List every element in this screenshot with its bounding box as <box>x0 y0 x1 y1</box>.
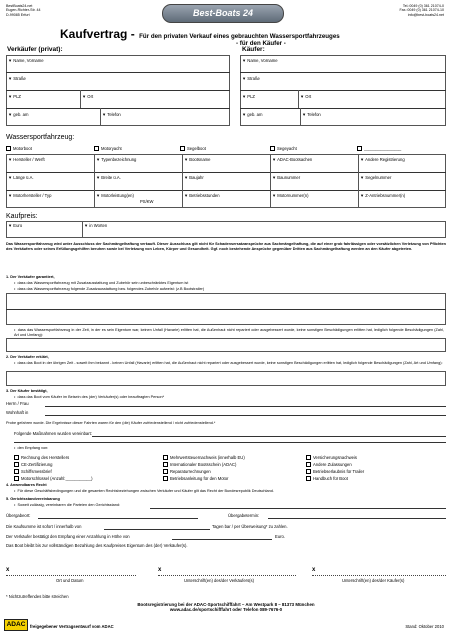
sig-x-2: x <box>158 567 162 573</box>
price-euro-field[interactable]: ▼ Euro <box>8 223 23 228</box>
section-4-bullet-1: • Für diese Geschäftsbedingungen und die gesamten Rechtsbeziehungen zwischen Verkäufer und Käufer gilt das Recht der Bundesrepublik Deutschland. <box>14 489 274 493</box>
doc-label: Reparaturrechnungen <box>170 469 211 474</box>
doc-item[interactable] <box>163 462 236 467</box>
doc-label: Rechnung des Herstellers <box>21 455 70 460</box>
ps-kw-label: PS/KW <box>140 199 154 204</box>
sender-address <box>6 4 41 17</box>
doc-label: Motorschlüssel (Anzahl:___________) <box>21 476 93 481</box>
operating-hours-field[interactable]: ▼ Betriebsstunden <box>184 193 220 198</box>
footer-line-1: Bootsregistrierung bei der ADAC-Sportschifffahrt – Am Westpark 8 – 81373 München <box>137 602 315 607</box>
checkbox-icon[interactable] <box>306 469 311 474</box>
checkbox-icon[interactable] <box>14 462 19 467</box>
doc-item[interactable] <box>306 455 357 460</box>
s1-b1-text: dass das Wassersportfahrzeug mit Zusatzausstattung und Zubehör sein unbeschränktes Eigentum ist <box>17 281 189 285</box>
page-title <box>60 25 340 43</box>
doc-item[interactable] <box>163 476 228 481</box>
type-label: Segeyacht <box>277 146 297 151</box>
s1-b3-text: dass das Wassersportfahrzeug in der Zeit, in der es sein Eigentum war, keinen Unfall (Havarie) erlitten hat, die Außenhaut nicht repariert oder ausgebessert wurde, keine sonstigen Beschädigungen erlitten hat, lediglich folgende Beschädigungen (Zahl, Art und Umfang): <box>14 328 444 337</box>
doc-label: Internationaler Bootsschein (ADAC) <box>170 462 237 467</box>
year-field[interactable]: ▼ Baujahr <box>184 175 204 180</box>
seller-city-field[interactable]: ▼ Ort <box>82 94 94 99</box>
type-segeyacht[interactable] <box>270 146 297 151</box>
section-3-bullet-2: • den Empfang von: <box>14 446 49 450</box>
measures-label: Folgende Maßnahmen wurden vereinbart: <box>14 431 92 436</box>
footer-line-2: www.adac.de/sportschifffahrt oder Telefon 089-7676-0 <box>169 607 283 613</box>
doc-item[interactable] <box>14 469 52 474</box>
seller-street-field[interactable]: ▼ Straße <box>8 76 26 81</box>
adac-approved-text: freigegebener Vertragsentwurf vom ADAC <box>30 624 114 629</box>
ownership-text: Das Boot bleibt bis zur vollständigen Bezahlung des Kaufpreises Eigentum des (der) Verkäufer(s). <box>6 543 188 548</box>
buyer-street-field[interactable]: ▼ Straße <box>242 76 260 81</box>
checkbox-icon[interactable] <box>14 469 19 474</box>
checkbox-icon[interactable] <box>270 146 275 151</box>
adac-logo <box>4 619 28 631</box>
drive-number-field[interactable]: ▼ Z-Antriebsnummer(n) <box>360 193 406 198</box>
checkbox-icon[interactable] <box>14 455 19 460</box>
herr-label: Herrn / Frau <box>6 401 29 406</box>
type-segelboot[interactable] <box>180 146 206 151</box>
doc-label: CE-Zertifizierung <box>21 462 53 467</box>
handover-place-label: Übergabeort: <box>6 513 31 518</box>
sig-x-3: x <box>312 567 316 573</box>
sig-label-place-date: Ort und Datum <box>56 578 84 583</box>
section-5-title: 5. Gerichtsstandvereinbarung <box>6 497 60 501</box>
buyer-zip-field[interactable]: ▼ PLZ <box>242 94 255 99</box>
deposit-input[interactable] <box>172 539 272 540</box>
type-label: Segelboot <box>187 146 206 151</box>
checkbox-icon[interactable] <box>306 476 311 481</box>
contact-tel: Tel.:0049 (0) 361 21074-0 <box>402 4 444 8</box>
section-1-bullet-2: • dass das Wassersportfahrzeug folgende Zusatzausstattung bzw. folgendes Zubehör aufweist: (z.B Bootstrailer) <box>14 287 205 291</box>
buyer-phone-field[interactable]: ▼ Telefon <box>302 112 321 117</box>
type-designation-field[interactable]: ▼ Typenbezeichnung <box>96 157 137 162</box>
price-box <box>6 221 446 238</box>
handover-place-input[interactable] <box>38 518 198 519</box>
logo-text: Best-Boats 24 <box>192 8 254 18</box>
manufacturer-field[interactable]: ▼ Hersteller / Werft <box>8 157 45 162</box>
doc-label: Handbuch für Boot <box>313 476 348 481</box>
checkbox-icon[interactable] <box>14 476 19 481</box>
section-4-title: 4. Anwendbares Recht <box>6 483 47 487</box>
deposit-label: Der Verkäufer bestätigt den Empfang einer Anzahlung in Höhe von <box>6 534 130 539</box>
type-label: Motorboot <box>13 146 32 151</box>
damage-box-1[interactable] <box>6 338 446 352</box>
section-1-title: 1. Der Verkäufer garantiert, <box>6 275 55 279</box>
sail-number-field[interactable]: ▼ Segelnummer <box>360 175 392 180</box>
buyer-name-field[interactable]: ▼ Name, Vorname <box>242 58 278 63</box>
doc-label: Betriebserlaubnis für Trailer <box>313 469 365 474</box>
type-motorboot[interactable] <box>6 146 32 151</box>
buyer-dob-field[interactable]: ▼ geb. am <box>242 112 263 117</box>
checkbox-icon[interactable] <box>306 455 311 460</box>
checkbox-icon[interactable] <box>163 462 168 467</box>
type-label: Motoryacht <box>101 146 122 151</box>
title-sub2: - für den Käufer - <box>236 40 286 47</box>
checkbox-icon[interactable] <box>6 146 11 151</box>
s2-b1-text: dass das Boot in der übrigen Zeit - soweit ihm bekannt - keinen Unfall (Havarie) erlitten hat, die Außenhaut nicht repariert oder ausgebessert wurde, keine sonstigen Beschädigungen erlitten hat, lediglich folgende Beschädigungen (Zahl, Art und Umfang): <box>17 361 443 365</box>
buyer-heading: Käufer: <box>242 46 265 53</box>
vehicle-heading: Wassersportfahrzeug: <box>6 134 75 141</box>
contact-email: info@best-boats24.net <box>407 12 444 17</box>
build-number-field[interactable]: ▼ Baunummer <box>272 175 301 180</box>
doc-label: Andere Zulassungen <box>313 462 352 467</box>
sender-line-3: D-99085 Erfurt <box>6 12 30 17</box>
liability-disclaimer: Das Wassersportfahrzeug wird unter Ausschluss der Sachmängelhaftung verkauft. Dieser Ausschluss gilt nicht für Schadensersatzansprüche aus Sachmängelhaftung, die auf einer grob fahrlässigen oder vorsätzlichen Verletzung von Pflichten des Verkäufers oder seines Erfüllungsgehilfen beruhen sowie bei Verletzung von Leben, Körper und Gesundheit. Ggf. noch bestehende Ansprüche gegenüber Dritten aus Sachmängelhaftung werden an den Käufer abgetreten. <box>6 242 446 251</box>
checkbox-icon[interactable] <box>163 455 168 460</box>
measures-input[interactable] <box>92 436 446 437</box>
payment-method-label: Tagen bar / per Überweisung* zu zahlen. <box>212 524 288 529</box>
checkbox-icon[interactable] <box>180 146 185 151</box>
length-field[interactable]: ▼ Länge ü.A. <box>8 175 34 180</box>
type-other[interactable] <box>357 146 401 151</box>
engine-number-field[interactable]: ▼ Motornummer(n) <box>272 193 309 198</box>
footer-registration <box>0 602 452 613</box>
checkbox-icon[interactable] <box>306 462 311 467</box>
section-1-bullet-1: • dass das Wassersportfahrzeug mit Zusatzausstattung und Zubehör sein unbeschränktes Eigentum ist <box>14 281 189 285</box>
doc-label: Schiffsmessbrief <box>21 469 52 474</box>
sig-label-seller: Unterschrift(en) des/der Verkäufers(s) <box>184 578 255 583</box>
seller-zip-field[interactable]: ▼ PLZ <box>8 94 21 99</box>
width-field[interactable]: ▼ Breite ü.A. <box>96 175 121 180</box>
sig-line-3[interactable] <box>312 575 446 576</box>
other-registration-field[interactable]: ▼ Andere Registrierung <box>360 157 405 162</box>
contact-info <box>399 4 444 17</box>
sender-line-2: Eugen-Richter-Str. 44 <box>6 8 41 13</box>
seller-dob-field[interactable]: ▼ geb. am <box>8 112 29 117</box>
type-label: ________________ <box>364 146 402 151</box>
s1-b2-text: dass das Wassersportfahrzeug folgende Zusatzausstattung bzw. folgendes Zubehör aufweist: (z.B Bootstrailer) <box>17 287 205 291</box>
doc-item[interactable] <box>14 462 52 467</box>
deposit-euro-label: Euro. <box>275 534 286 539</box>
sig-line-1[interactable] <box>6 575 136 576</box>
best-boats-logo <box>162 4 284 23</box>
doc-item[interactable] <box>163 455 245 460</box>
engine-power-field[interactable]: ▼ Motorleistung(en) <box>96 193 134 198</box>
section-2-bullet-1: • dass das Boot in der übrigen Zeit - soweit ihm bekannt - keinen Unfall (Havarie) erlitten hat, die Außenhaut nicht repariert oder ausgebessert wurde, keine sonstigen Beschädigungen erlitten hat, lediglich folgende Beschädigungen (Zahl, Art und Umfang): <box>14 361 443 365</box>
seller-heading: Verkäufer (privat): <box>7 46 63 53</box>
section-2-title: 2. Der Verkäufer erklärt, <box>6 355 49 359</box>
doc-item[interactable] <box>14 476 92 481</box>
engine-maker-field[interactable]: ▼ Motorhersteller / Typ <box>8 193 52 198</box>
seller-name-field[interactable]: ▼ Name, Vorname <box>8 58 44 63</box>
handover-date-label: Übergabetermin: <box>228 513 260 518</box>
section-3-title: 3. Der Käufer bestätigt, <box>6 389 48 393</box>
section-1-bullet-3: • dass das Wassersportfahrzeug in der Zeit, in der es sein Eigentum war, keinen Unfall (Havarie) erlitten hat, die Außenhaut nicht repariert oder ausgebessert wurde, keine sonstigen Beschädigungen erlitten hat, lediglich folgende Beschädigungen (Zahl, Art und Umfang): <box>14 328 444 337</box>
adac-boat-id-field[interactable]: ▼ ADAC-Bootsachen <box>272 157 313 162</box>
contact-fax: Fax.:0049 (0) 361 21074-10 <box>399 8 444 13</box>
sender-line-1: BestBoats24.net <box>6 4 33 8</box>
payment-days-input[interactable] <box>104 529 210 530</box>
checkbox-icon[interactable] <box>94 146 99 151</box>
empfang-text: den Empfang von: <box>17 446 49 450</box>
wohn-input[interactable] <box>45 415 446 416</box>
seller-phone-field[interactable]: ▼ Telefon <box>102 112 121 117</box>
s3-b1-text: dass das Boot vom Käufer im Beisein des (der) Verkäufer(s) oder beauftragten Person* <box>17 395 165 399</box>
revision-date: Stand: Oktober 2010 <box>405 624 444 629</box>
buyer-city-field[interactable]: ▼ Ort <box>300 94 312 99</box>
title-sub: Für den privaten Verkauf eines gebrauchten Wassersportfahrzeuges <box>139 33 340 40</box>
type-motoryacht[interactable] <box>94 146 122 151</box>
doc-item[interactable] <box>14 455 69 460</box>
checkbox-icon[interactable] <box>163 469 168 474</box>
section-3-bullet-1: • dass das Boot vom Käufer im Beisein des (der) Verkäufer(s) oder beauftragten Person* <box>14 395 165 399</box>
herr-input[interactable] <box>45 406 446 407</box>
doc-label: Mehrwertsteuernachweis (innerhalb EU) <box>170 455 245 460</box>
doc-label: Versicherungsnachweis <box>313 455 357 460</box>
doc-item[interactable] <box>163 469 211 474</box>
wohn-label: Wohnhaft in <box>6 410 29 415</box>
doc-item[interactable] <box>306 469 364 474</box>
damage-box-2[interactable] <box>6 371 446 386</box>
adac-logo-text: ADAC <box>6 621 26 628</box>
doc-label: Betriebsanleitung für den Motor <box>170 476 229 481</box>
checkbox-icon[interactable] <box>357 146 362 151</box>
court-input[interactable] <box>150 508 446 509</box>
vehicle-table <box>6 154 446 208</box>
section-5-bullet-1: • Soweit zulässig, vereinbaren die Parteien den Gerichtsstand: <box>14 503 121 507</box>
s4-b1-text: Für diese Geschäftsbedingungen und die gesamten Rechtsbeziehungen zwischen Verkäufer und Käufer gilt das Recht der Bundesrepublik Deutschland. <box>17 489 274 493</box>
test-drive-text: Probe gefahren wurde. Die Ergebnisse dieser Fahrten waren für den (die) Käufer zufriedenstellend / nicht zufriedenstellend.* <box>6 421 216 425</box>
s5-b1-text: Soweit zulässig, vereinbaren die Parteien den Gerichtsstand: <box>17 503 121 507</box>
checkbox-icon[interactable] <box>163 476 168 481</box>
sig-x-1: x <box>6 567 10 573</box>
sig-line-2[interactable] <box>158 575 296 576</box>
boat-name-field[interactable]: ▼ Bootsname <box>184 157 211 162</box>
doc-item[interactable] <box>306 476 348 481</box>
doc-item[interactable] <box>306 462 352 467</box>
sig-label-buyer: Unterschrift(en) des/der Käufer(s) <box>342 578 405 583</box>
price-heading: Kaufpreis: <box>6 213 38 220</box>
title-main: Kaufvertrag - <box>60 27 135 41</box>
footnote: * Nichtzutreffendes bitte streichen <box>6 594 69 599</box>
payment-term-label: Die Kaufsumme ist sofort / innerhalb von <box>6 524 82 529</box>
handover-date-input[interactable] <box>268 518 446 519</box>
price-words-field[interactable]: ▼ in Worten <box>84 223 108 228</box>
